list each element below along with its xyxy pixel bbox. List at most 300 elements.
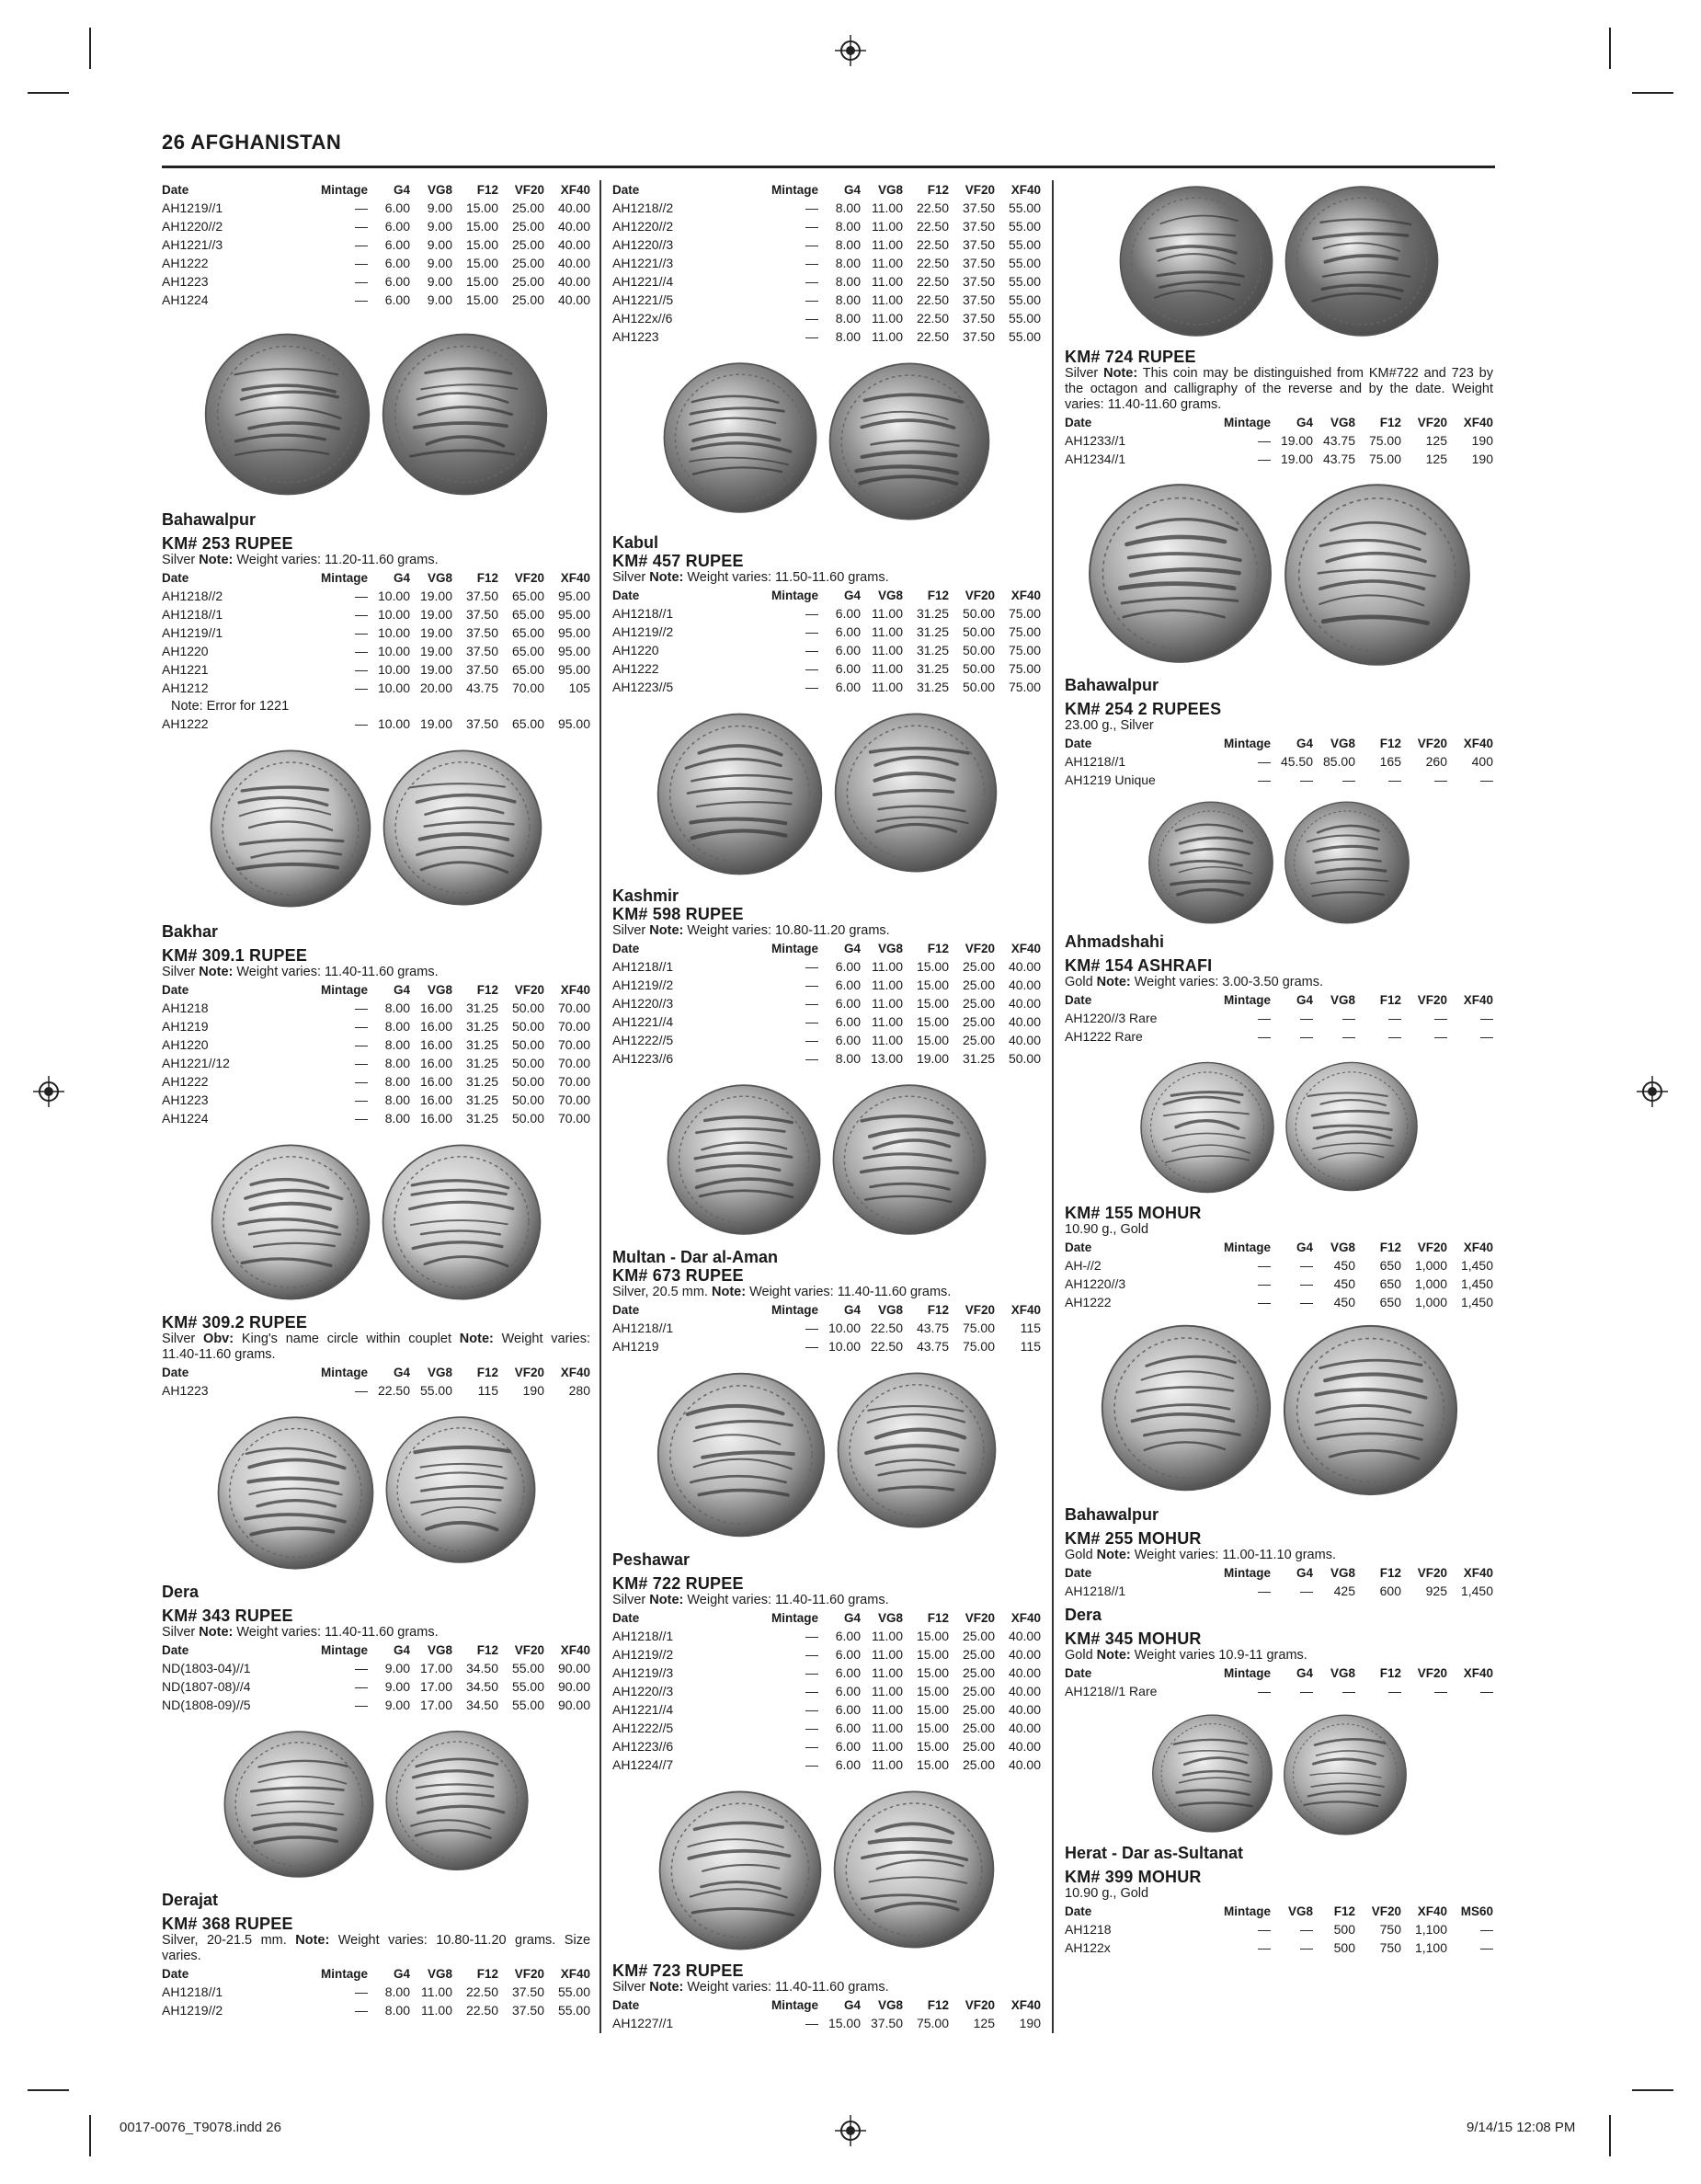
table-cell: 55.00 — [1008, 292, 1041, 307]
table-row — [162, 679, 590, 697]
crop-mark — [89, 28, 91, 69]
table-cell: AH1222//5 — [612, 1033, 674, 1047]
column-header: G4 — [1296, 993, 1313, 1007]
table-cell: 11.00 — [872, 661, 903, 676]
km-title: KM# 457 RUPEE — [612, 552, 744, 570]
coin-obverse-image — [655, 1368, 828, 1541]
table-cell: — — [1434, 772, 1447, 787]
table-cell: 40.00 — [1008, 978, 1041, 992]
table-row — [162, 1091, 590, 1109]
listing — [1065, 1844, 1493, 1957]
table-cell: 15.00 — [916, 1739, 949, 1754]
table-row — [162, 660, 590, 679]
table-cell: — — [355, 680, 368, 695]
coin-images — [612, 1081, 1041, 1239]
table-cell: 1,450 — [1460, 1258, 1493, 1273]
table-cell: AH1219//2 — [612, 1647, 674, 1662]
table-cell: 31.25 — [465, 1056, 498, 1070]
column-header: VG8 — [877, 183, 903, 197]
table-cell: 75.00 — [916, 2016, 949, 2030]
table-cell: 6.00 — [835, 661, 861, 676]
table-cell: AH1221//4 — [612, 1702, 674, 1717]
table-row — [1065, 1293, 1493, 1311]
column-header: G4 — [1296, 416, 1313, 429]
table-cell: 400 — [1471, 754, 1493, 769]
table-cell: 6.00 — [835, 1684, 861, 1698]
table-cell: 55.00 — [511, 1679, 544, 1694]
table-cell: 40.00 — [557, 200, 590, 215]
description-label: Note: — [649, 923, 684, 938]
table-cell: 15.00 — [828, 2016, 861, 2030]
table-cell: 31.25 — [916, 643, 949, 657]
table-row — [162, 642, 590, 660]
table-cell: 25.00 — [962, 1702, 995, 1717]
km-title: KM# 253 RUPEE — [162, 534, 293, 553]
table-cell: 6.00 — [835, 606, 861, 621]
table-cell: 19.00 — [419, 589, 452, 603]
coin-obverse-image — [222, 1727, 376, 1881]
table-row — [162, 1696, 590, 1714]
table-cell: 22.50 — [377, 1383, 410, 1398]
table-cell: 8.00 — [835, 256, 861, 270]
mint-region: Kabul — [612, 533, 659, 552]
table-cell: 1,000 — [1414, 1276, 1447, 1291]
table-cell: — — [1342, 1684, 1355, 1698]
table-cell: 22.50 — [916, 256, 949, 270]
column-header: Mintage — [771, 183, 818, 197]
table-row — [1065, 1009, 1493, 1027]
table-cell: 6.00 — [835, 959, 861, 974]
table-cell: 8.00 — [384, 2003, 410, 2018]
table-cell: 25.00 — [511, 219, 544, 234]
listing — [612, 1961, 1041, 2032]
price-table — [1065, 413, 1493, 468]
km-title: KM# 254 2 RUPEES — [1065, 700, 1222, 718]
table-cell: — — [1300, 1922, 1313, 1937]
table-row — [612, 623, 1041, 641]
mint-region: Bahawalpur — [1065, 676, 1159, 694]
coin-reverse-image — [383, 1727, 531, 1874]
table-cell: AH1220//2 — [612, 219, 674, 234]
column-header: Mintage — [1223, 1904, 1271, 1918]
table-cell: — — [1342, 1011, 1355, 1025]
column-header: F12 — [476, 183, 498, 197]
table-row — [162, 291, 590, 309]
column-header: XF40 — [1463, 737, 1493, 750]
table-cell: 37.50 — [962, 311, 995, 326]
table-cell: 9.00 — [384, 1661, 410, 1675]
crop-mark — [1609, 28, 1611, 69]
table-cell: 10.00 — [377, 644, 410, 658]
column-header: Mintage — [320, 983, 368, 997]
table-cell: AH1222 — [612, 661, 659, 676]
table-cell: 31.25 — [916, 661, 949, 676]
table-cell: — — [805, 680, 818, 694]
table-row — [1065, 1256, 1493, 1275]
column-header: XF40 — [1463, 1241, 1493, 1254]
table-cell: AH1218//1 — [162, 607, 223, 622]
table-cell: — — [355, 1092, 368, 1107]
table-header-row — [1065, 1664, 1493, 1682]
column-divider — [599, 180, 601, 2033]
description-text: Silver — [612, 1980, 650, 1995]
table-cell: 15.00 — [916, 959, 949, 974]
table-cell: 9.00 — [384, 1679, 410, 1694]
table-cell: 15.00 — [916, 1684, 949, 1698]
column-header: VG8 — [877, 1303, 903, 1317]
table-header-row — [1065, 990, 1493, 1009]
table-cell: AH1227//1 — [612, 2016, 674, 2030]
description — [162, 1332, 590, 1363]
table-cell: 55.00 — [1008, 237, 1041, 252]
table-cell: 11.00 — [872, 606, 903, 621]
table-cell: 15.00 — [916, 1647, 949, 1662]
column-header: F12 — [1379, 1241, 1401, 1254]
table-cell: AH1221//4 — [612, 1014, 674, 1029]
column-header: VF20 — [1417, 1241, 1447, 1254]
table-cell: 8.00 — [835, 200, 861, 215]
column-header: G4 — [393, 183, 410, 197]
table-cell: 75.00 — [962, 1339, 995, 1354]
coin-reverse-image — [383, 1412, 538, 1567]
table-cell: 15.00 — [916, 996, 949, 1011]
column-header: VG8 — [427, 1366, 452, 1379]
table-cell: 11.00 — [872, 200, 903, 215]
table-cell: — — [1300, 1029, 1313, 1044]
table-cell: — — [805, 2016, 818, 2030]
table-header-row — [1065, 1902, 1493, 1920]
description-label: Note: — [199, 965, 234, 979]
description — [1065, 1548, 1493, 1563]
table-cell: — — [1480, 1940, 1493, 1955]
table-row — [162, 1035, 590, 1054]
table-cell: 10.00 — [828, 1321, 861, 1335]
table-cell: 37.50 — [870, 2016, 903, 2030]
coin-images — [1065, 182, 1493, 340]
footer-date: 9/14/15 12:08 PM — [1467, 2120, 1576, 2135]
table-cell: — — [805, 1665, 818, 1680]
table-row — [612, 254, 1041, 272]
description — [162, 965, 590, 980]
mint-region: Derajat — [162, 1891, 219, 1909]
table-cell: AH1222 Rare — [1065, 1029, 1143, 1044]
table-cell: — — [355, 1984, 368, 1999]
description-text: Silver, 20-21.5 mm. — [162, 1933, 296, 1948]
table-header-row — [162, 180, 590, 199]
table-row — [612, 1031, 1041, 1049]
table-cell: 16.00 — [419, 1001, 452, 1015]
column-header: VG8 — [877, 942, 903, 955]
column-header: VG8 — [427, 183, 452, 197]
table-cell: — — [355, 2003, 368, 2018]
table-cell: AH1234//1 — [1065, 452, 1126, 466]
table-cell: AH1220//3 — [612, 996, 674, 1011]
table-cell: 40.00 — [557, 237, 590, 252]
table-cell: 50.00 — [962, 643, 995, 657]
table-row — [612, 1682, 1041, 1700]
table-cell: AH1219//2 — [612, 624, 674, 639]
table-cell: AH1219 — [612, 1339, 659, 1354]
table-cell: — — [1388, 772, 1401, 787]
column-header: G4 — [393, 571, 410, 585]
table-row — [612, 641, 1041, 659]
price-table — [612, 586, 1041, 696]
table-cell: — — [1258, 1029, 1271, 1044]
table-row — [162, 1072, 590, 1091]
table-cell: — — [1480, 1029, 1493, 1044]
column-header: VG8 — [1330, 1666, 1355, 1680]
coin-images — [162, 1412, 590, 1573]
table-row — [162, 715, 590, 733]
table-cell: 40.00 — [1008, 1629, 1041, 1643]
table-cell: — — [1300, 1276, 1313, 1291]
table-cell: 40.00 — [1008, 1665, 1041, 1680]
crop-mark — [28, 92, 69, 94]
table-cell: AH1220//3 — [612, 237, 674, 252]
table-cell: 8.00 — [384, 1056, 410, 1070]
table-row — [612, 976, 1041, 994]
table-cell: — — [805, 1014, 818, 1029]
table-cell: 40.00 — [1008, 1757, 1041, 1772]
description-label: Note: — [295, 1933, 330, 1948]
table-cell: 70.00 — [557, 1001, 590, 1015]
table-cell: AH1219//2 — [162, 2003, 223, 2018]
table-cell: 70.00 — [557, 1074, 590, 1089]
table-cell: 260 — [1425, 754, 1447, 769]
table-cell: 6.00 — [384, 200, 410, 215]
table-cell: AH1218//1 — [162, 1984, 223, 1999]
table-cell: AH1219 Unique — [1065, 772, 1156, 787]
table-cell: 55.00 — [1008, 219, 1041, 234]
column-header: F12 — [927, 183, 949, 197]
table-cell: 125 — [1425, 433, 1447, 448]
table-cell: 105 — [568, 680, 590, 695]
table-cell: — — [1300, 1584, 1313, 1598]
column-header: Mintage — [771, 589, 818, 602]
table-cell: 15.00 — [465, 292, 498, 307]
description-text: 10.90 g., Gold — [1065, 1886, 1149, 1901]
table-row — [612, 1012, 1041, 1031]
table-cell: 9.00 — [427, 200, 452, 215]
table-cell: — — [1342, 772, 1355, 787]
km-title: KM# 598 RUPEE — [612, 905, 744, 923]
table-cell: 70.00 — [557, 1056, 590, 1070]
column-header: Mintage — [1223, 1241, 1271, 1254]
table-row — [162, 623, 590, 642]
table-row — [612, 1319, 1041, 1337]
table-cell: 9.00 — [384, 1698, 410, 1712]
table-cell: 95.00 — [557, 662, 590, 677]
column-header: VG8 — [427, 983, 452, 997]
coin-images — [612, 1787, 1041, 1954]
column-header: F12 — [476, 571, 498, 585]
table-cell: 20.00 — [419, 680, 452, 695]
coin-reverse-image — [1282, 1711, 1409, 1838]
table-cell: 8.00 — [835, 329, 861, 344]
table-row — [612, 957, 1041, 976]
table-cell: AH1233//1 — [1065, 433, 1126, 448]
price-table — [162, 568, 590, 697]
page-title: 26 AFGHANISTAN — [162, 131, 342, 154]
table-row — [612, 994, 1041, 1012]
km-title: KM# 155 MOHUR — [1065, 1204, 1202, 1222]
description-label: Note: — [199, 553, 234, 567]
column-header: G4 — [393, 983, 410, 997]
column-header: XF40 — [560, 183, 590, 197]
table-cell: 45.50 — [1280, 754, 1313, 769]
description-text: Silver — [162, 965, 200, 979]
table-row — [162, 272, 590, 291]
km-title: KM# 399 MOHUR — [1065, 1868, 1202, 1886]
table-cell: 16.00 — [419, 1074, 452, 1089]
column-header: G4 — [1296, 1566, 1313, 1580]
mint-region: Bakhar — [162, 922, 219, 941]
column-header: F12 — [476, 1643, 498, 1657]
table-cell: 31.25 — [465, 1092, 498, 1107]
column-header: F12 — [1379, 1566, 1401, 1580]
table-cell: ND(1808-09)//5 — [162, 1698, 251, 1712]
table-cell: 13.00 — [870, 1051, 903, 1066]
table-cell: AH1223//5 — [612, 680, 674, 694]
description — [1065, 1222, 1493, 1238]
column-header: Mintage — [320, 183, 368, 197]
table-cell: — — [805, 1757, 818, 1772]
table-cell: 11.00 — [872, 1721, 903, 1735]
table-cell: 95.00 — [557, 607, 590, 622]
table-row — [162, 1659, 590, 1677]
table-cell: 125 — [973, 2016, 995, 2030]
column-header: VF20 — [514, 571, 544, 585]
table-cell: AH1220 — [162, 1037, 209, 1052]
listing — [162, 510, 590, 733]
table-cell: 37.50 — [465, 607, 498, 622]
table-cell: — — [355, 1679, 368, 1694]
description-text: Silver — [612, 570, 650, 585]
description-text: Silver — [1065, 366, 1104, 381]
column-header: VF20 — [514, 1643, 544, 1657]
table-cell: 500 — [1333, 1922, 1355, 1937]
table-row — [612, 659, 1041, 678]
column-header: F12 — [1333, 1904, 1355, 1918]
table-cell: 9.00 — [427, 237, 452, 252]
coin-reverse-image — [381, 746, 544, 909]
column-header: VG8 — [1330, 737, 1355, 750]
table-cell: 6.00 — [835, 1014, 861, 1029]
table-cell: 75.00 — [1008, 606, 1041, 621]
table-row — [162, 587, 590, 605]
table-cell: 8.00 — [384, 1001, 410, 1015]
table-cell: AH1218//1 — [612, 606, 674, 621]
table-cell: — — [1434, 1029, 1447, 1044]
description-text: Weight varies: 11.40-11.60 grams. — [683, 1980, 889, 1995]
coin-obverse-image — [656, 1787, 824, 1954]
price-table — [1065, 1664, 1493, 1700]
mint-region: Bahawalpur — [1065, 1505, 1159, 1524]
price-table — [162, 1641, 590, 1714]
table-cell: 19.00 — [419, 625, 452, 640]
description-text: Weight varies: 11.40-11.60 grams. — [683, 1593, 889, 1607]
table-row — [162, 1054, 590, 1072]
km-title: KM# 368 RUPEE — [162, 1915, 293, 1933]
table-cell: AH1220//3 — [612, 1684, 674, 1698]
table-cell: 22.50 — [465, 2003, 498, 2018]
table-cell: 22.50 — [870, 1321, 903, 1335]
column-header: Date — [162, 983, 189, 997]
table-cell: — — [1258, 1940, 1271, 1955]
table-cell: AH-//2 — [1065, 1258, 1102, 1273]
column-header: XF40 — [1417, 1904, 1447, 1918]
column-header: VG8 — [877, 1611, 903, 1625]
table-cell: 190 — [522, 1383, 544, 1398]
column-header: VG8 — [427, 1967, 452, 1981]
page-header — [162, 129, 1495, 168]
table-cell: — — [1258, 1295, 1271, 1309]
table-cell: 65.00 — [511, 644, 544, 658]
table-cell: 9.00 — [427, 256, 452, 270]
table-cell: AH1220//2 — [162, 219, 223, 234]
table-cell: 11.00 — [872, 996, 903, 1011]
table-cell: 25.00 — [962, 1665, 995, 1680]
column-header: F12 — [1379, 993, 1401, 1007]
column-header: G4 — [843, 1303, 861, 1317]
coin-obverse-image — [655, 709, 825, 879]
table-cell: 40.00 — [1008, 1702, 1041, 1717]
table-cell: — — [355, 1698, 368, 1712]
table-row — [612, 1755, 1041, 1774]
table-cell: 70.00 — [557, 1092, 590, 1107]
table-cell: 11.00 — [872, 237, 903, 252]
table-cell: 115 — [477, 1383, 498, 1398]
table-cell: 6.00 — [384, 219, 410, 234]
table-cell: AH1222 — [1065, 1295, 1112, 1309]
table-cell: 425 — [1333, 1584, 1355, 1598]
table-cell: — — [805, 1739, 818, 1754]
table-cell: 8.00 — [835, 274, 861, 289]
table-cell: 6.00 — [835, 1647, 861, 1662]
table-cell: 95.00 — [557, 644, 590, 658]
column-1 — [162, 180, 590, 2021]
column-header: Date — [1065, 1566, 1092, 1580]
table-cell: 31.25 — [465, 1001, 498, 1015]
table-cell: 75.00 — [1368, 433, 1401, 448]
table-cell: 25.00 — [962, 1014, 995, 1029]
coin-images — [1065, 1321, 1493, 1500]
table-cell: 1,100 — [1414, 1922, 1447, 1937]
table-cell: 70.00 — [557, 1037, 590, 1052]
table-cell: — — [805, 1684, 818, 1698]
description-label: Note: — [199, 1625, 234, 1640]
table-cell: 1,000 — [1414, 1295, 1447, 1309]
table-cell: 25.00 — [511, 256, 544, 270]
table-cell: 10.00 — [377, 589, 410, 603]
table-cell: 11.00 — [872, 219, 903, 234]
table-cell: 9.00 — [427, 292, 452, 307]
price-table — [162, 1363, 590, 1400]
table-row — [162, 1983, 590, 2001]
table-cell: 40.00 — [557, 219, 590, 234]
coin-reverse-image — [380, 1140, 543, 1304]
coin-obverse-image — [1086, 479, 1274, 668]
coin-images — [1065, 1711, 1493, 1838]
column-header: VF20 — [514, 183, 544, 197]
table-cell: 40.00 — [1008, 996, 1041, 1011]
table-cell: 115 — [1020, 1321, 1041, 1335]
table-cell: 11.00 — [872, 1033, 903, 1047]
table-cell: 8.00 — [835, 219, 861, 234]
listing — [162, 1583, 590, 1714]
table-cell: 19.00 — [1280, 433, 1313, 448]
table-cell: 37.50 — [962, 200, 995, 215]
